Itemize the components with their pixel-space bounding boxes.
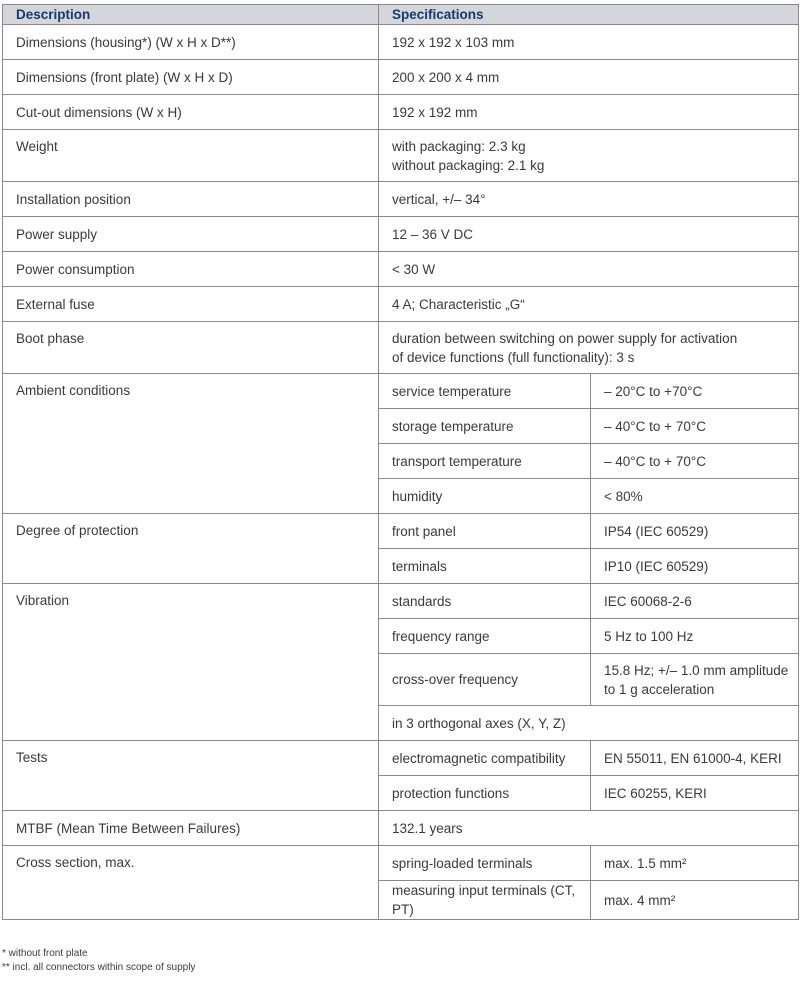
footnote: * without front plate: [2, 948, 88, 959]
row-label: MTBF (Mean Time Between Failures): [3, 811, 379, 846]
row-label: Dimensions (housing*) (W x H x D**): [3, 25, 379, 60]
row-label: Tests: [3, 741, 379, 811]
sub-label: measuring input terminals (CT, PT): [379, 881, 591, 920]
sub-value: max. 1.5 mm²: [591, 846, 799, 881]
sub-label: standards: [379, 584, 591, 619]
table-row: [3, 374, 799, 409]
table-row: [3, 60, 799, 95]
row-label: Weight: [3, 130, 379, 182]
sub-value: IP54 (IEC 60529): [591, 514, 799, 549]
row-value: vertical, +/– 34°: [379, 182, 799, 217]
sub-label: terminals: [379, 549, 591, 584]
table-row: [3, 95, 799, 130]
sub-label: storage temperature: [379, 409, 591, 444]
row-label: Installation position: [3, 182, 379, 217]
table-row: [3, 514, 799, 549]
value-line: without packaging: 2.1 kg: [392, 157, 545, 173]
sub-value: EN 55011, EN 61000-4, KERI: [591, 741, 799, 776]
table-row: [3, 252, 799, 287]
sub-value: 5 Hz to 100 Hz: [591, 619, 799, 654]
description-header: Description: [3, 5, 379, 25]
value-line: with packaging: 2.3 kg: [392, 138, 526, 154]
sub-value: IEC 60255, KERI: [591, 776, 799, 811]
row-label: External fuse: [3, 287, 379, 322]
row-value: 192 x 192 x 103 mm: [379, 25, 799, 60]
footnote: ** incl. all connectors within scope of supply: [2, 962, 196, 973]
sub-value: – 40°C to + 70°C: [591, 409, 799, 444]
sub-value: max. 4 mm²: [591, 881, 799, 920]
row-label: Degree of protection: [3, 514, 379, 584]
table-row: [3, 287, 799, 322]
row-label: Power consumption: [3, 252, 379, 287]
sub-label: front panel: [379, 514, 591, 549]
row-value: 132.1 years: [379, 811, 799, 846]
sub-value: < 80%: [591, 479, 799, 514]
row-value: 12 – 36 V DC: [379, 217, 799, 252]
row-label: Boot phase: [3, 322, 379, 374]
row-value: < 30 W: [379, 252, 799, 287]
row-label: Ambient conditions: [3, 374, 379, 514]
value-line: 15.8 Hz; +/– 1.0 mm amplitude: [604, 662, 789, 678]
row-label: Dimensions (front plate) (W x H x D): [3, 60, 379, 95]
table-row: [3, 811, 799, 846]
row-label: Cut-out dimensions (W x H): [3, 95, 379, 130]
row-value: [379, 130, 799, 182]
specifications-header: Specifications: [379, 5, 799, 25]
sub-value: – 40°C to + 70°C: [591, 444, 799, 479]
table-row: [3, 741, 799, 776]
sub-label: cross-over frequency: [379, 654, 591, 706]
sub-label: humidity: [379, 479, 591, 514]
sub-label: spring-loaded terminals: [379, 846, 591, 881]
row-label: Cross section, max.: [3, 846, 379, 920]
table-row: [3, 217, 799, 252]
table-row: [3, 846, 799, 881]
sub-label: service temperature: [379, 374, 591, 409]
table-row: [3, 584, 799, 619]
sub-value: IEC 60068-2-6: [591, 584, 799, 619]
table-row: [3, 130, 799, 182]
table-row: [3, 25, 799, 60]
row-label: Vibration: [3, 584, 379, 741]
sub-label: frequency range: [379, 619, 591, 654]
table-header-row: [3, 5, 799, 25]
table-row: [3, 322, 799, 374]
sub-label: protection functions: [379, 776, 591, 811]
table-row: [3, 182, 799, 217]
value-line: of device functions (full functionality): 3 s: [392, 349, 635, 365]
row-value: [379, 322, 799, 374]
sub-label: transport temperature: [379, 444, 591, 479]
vibration-note: in 3 orthogonal axes (X, Y, Z): [379, 706, 799, 741]
specifications-table: [2, 4, 799, 920]
footnotes: [2, 947, 195, 975]
sub-label: electromagnetic compatibility: [379, 741, 591, 776]
row-label: Power supply: [3, 217, 379, 252]
sub-value: [591, 654, 799, 706]
sub-value: IP10 (IEC 60529): [591, 549, 799, 584]
value-line: to 1 g acceleration: [604, 681, 715, 697]
row-value: 192 x 192 mm: [379, 95, 799, 130]
sub-value: – 20°C to +70°C: [591, 374, 799, 409]
row-value: 200 x 200 x 4 mm: [379, 60, 799, 95]
value-line: duration between switching on power supply for activation: [392, 330, 738, 346]
row-value: 4 A; Characteristic „G“: [379, 287, 799, 322]
